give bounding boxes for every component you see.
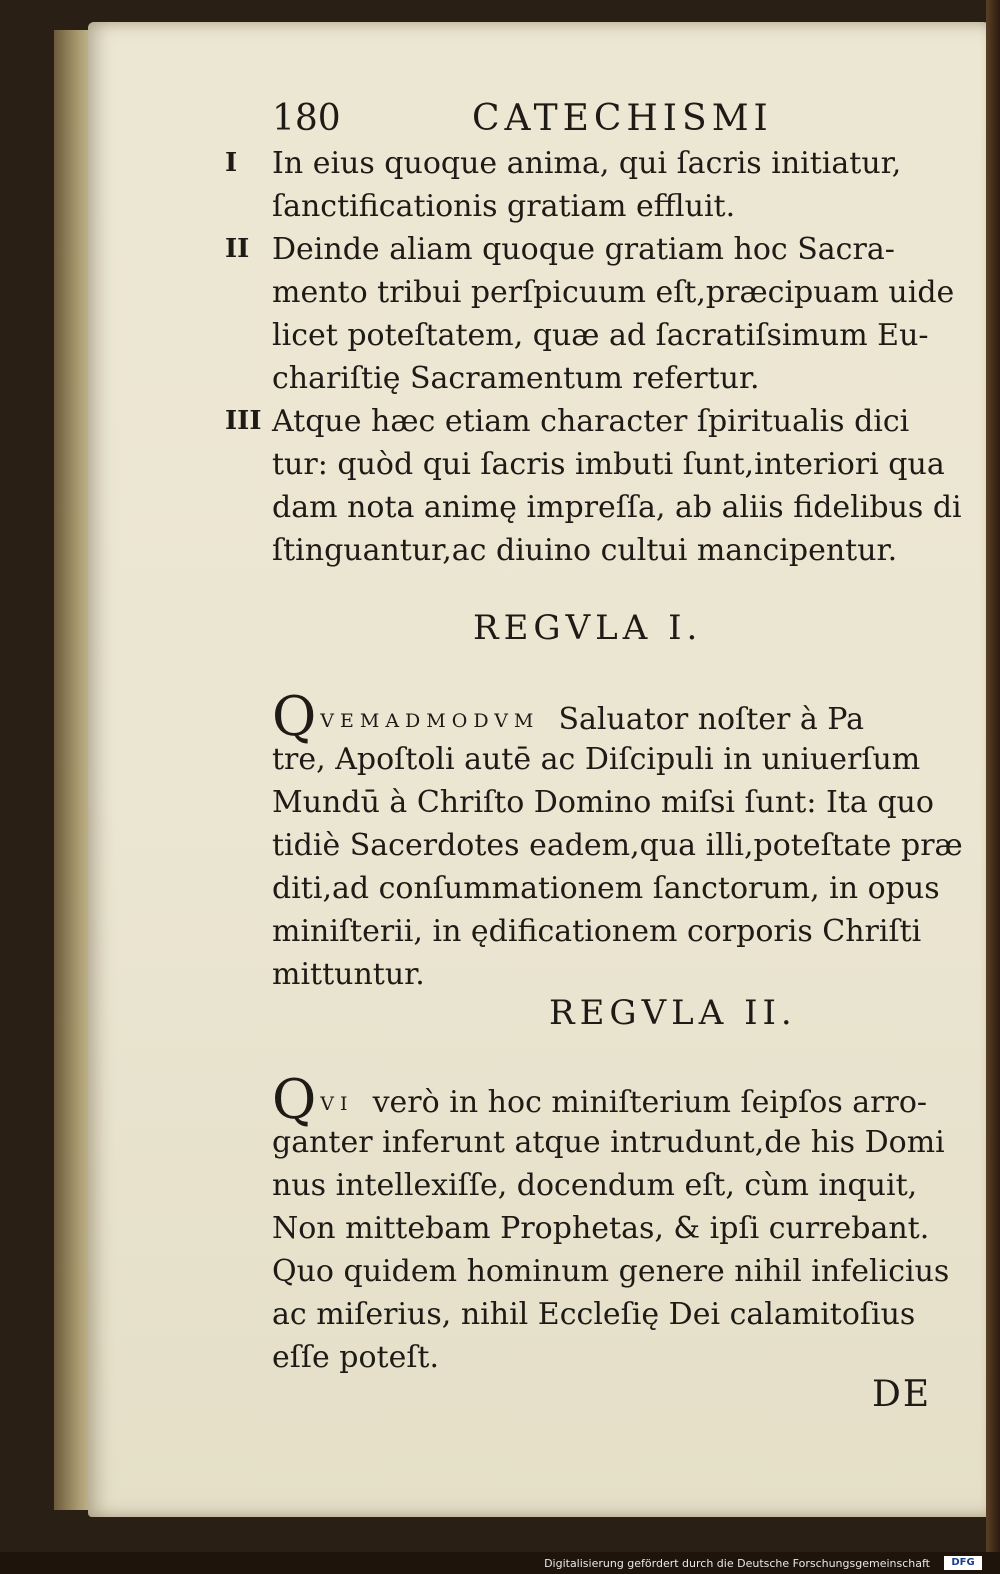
line-text: chariſtię Sacramentum refertur. xyxy=(272,361,760,396)
line-text: dam nota animę impreſſa, ab aliis fidelibus di xyxy=(272,490,962,525)
section-marker: I xyxy=(225,148,238,178)
line-text: verò in hoc miniſterium ſeipſos arro- xyxy=(372,1085,928,1120)
digitization-credit: Digitalisierung gefördert durch die Deutsche Forschungsgemeinschaft xyxy=(544,1557,930,1570)
line-text: ſanctificationis gratiam effluit. xyxy=(272,189,736,224)
section-marker: II xyxy=(225,234,250,264)
initial-rest: VI xyxy=(320,1093,354,1115)
line-text: ganter inferunt atque intrudunt,de his Domi xyxy=(272,1125,945,1160)
line-text: eſſe poteſt. xyxy=(272,1340,440,1375)
line-text: diti,ad conſummationem ſanctorum, in opus xyxy=(272,871,940,906)
text-line xyxy=(225,781,965,824)
line-text: tidiè Sacerdotes eadem,qua illi,poteſtate præ xyxy=(272,828,963,863)
initial-letter: Q xyxy=(272,1068,317,1131)
line-text: Non mittebam Prophetas, & ipſi currebant. xyxy=(272,1211,930,1246)
line-text: ac miſerius, nihil Eccleſię Dei calamitoſius xyxy=(272,1297,916,1332)
regula-1-body xyxy=(225,685,965,996)
text-line xyxy=(225,271,965,314)
line-text: Atque hæc etiam character ſpiritualis dici xyxy=(272,404,910,439)
line-text: Deinde aliam quoque gratiam hoc Sacra- xyxy=(272,232,895,267)
text-line xyxy=(225,142,965,185)
line-text: nus intellexiſſe, docendum eſt, cùm inquit, xyxy=(272,1168,918,1203)
text-line xyxy=(225,738,965,781)
text-line xyxy=(225,1164,965,1207)
text-line xyxy=(225,529,965,572)
text-line xyxy=(225,1336,965,1379)
initial-rest: VEMADMODVM xyxy=(320,710,540,732)
section-top xyxy=(225,142,965,572)
text-line xyxy=(225,400,965,443)
text-line xyxy=(225,1068,965,1131)
text-line xyxy=(225,910,965,953)
section-marker: III xyxy=(225,406,262,436)
text-line xyxy=(225,185,965,228)
text-line xyxy=(225,1293,965,1336)
line-text: Mundū à Chriſto Domino miſsi ſunt: Ita quo xyxy=(272,785,934,820)
regula-1-heading: REGVLA I. xyxy=(473,608,703,648)
page-number: 180 xyxy=(272,98,341,139)
running-head xyxy=(272,98,832,148)
text-line xyxy=(225,1250,965,1293)
line-text: licet poteſtatem, quæ ad ſacratiſsimum Eu- xyxy=(272,318,929,353)
catchword: DE xyxy=(872,1374,932,1415)
line-text: In eius quoque anima, qui ſacris initiatur, xyxy=(272,146,902,181)
text-line xyxy=(225,1121,965,1164)
line-text: mittuntur. xyxy=(272,957,425,992)
text-line xyxy=(225,443,965,486)
line-text: Saluator noſter à Pa xyxy=(558,702,865,737)
line-text: miniſterii, in ędificationem corporis Chriſti xyxy=(272,914,922,949)
text-line xyxy=(225,1207,965,1250)
text-line xyxy=(225,953,965,996)
text-line xyxy=(225,314,965,357)
page-title: CATECHISMI xyxy=(472,98,773,139)
text-line xyxy=(225,486,965,529)
line-text: mento tribui perſpicuum eſt,præcipuam uide xyxy=(272,275,955,310)
text-line xyxy=(225,824,965,867)
initial-letter: Q xyxy=(272,685,317,748)
text-line xyxy=(225,357,965,400)
text-line xyxy=(225,867,965,910)
line-text: ſtinguantur,ac diuino cultui mancipentur. xyxy=(272,533,898,568)
book-cover-edge xyxy=(986,0,1000,1574)
line-text: tur: quòd qui ſacris imbuti ſunt,interiori qua xyxy=(272,447,945,482)
line-text: Quo quidem hominum genere nihil infelicius xyxy=(272,1254,950,1289)
regula-2-heading: REGVLA II. xyxy=(549,993,797,1033)
text-line xyxy=(225,685,965,748)
text-line xyxy=(225,228,965,271)
footer-band xyxy=(0,1552,1000,1574)
regula-2-body xyxy=(225,1068,965,1379)
line-text: tre, Apoſtoli autē ac Diſcipuli in uniuerſum xyxy=(272,742,921,777)
dfg-logo: DFG xyxy=(944,1556,982,1570)
